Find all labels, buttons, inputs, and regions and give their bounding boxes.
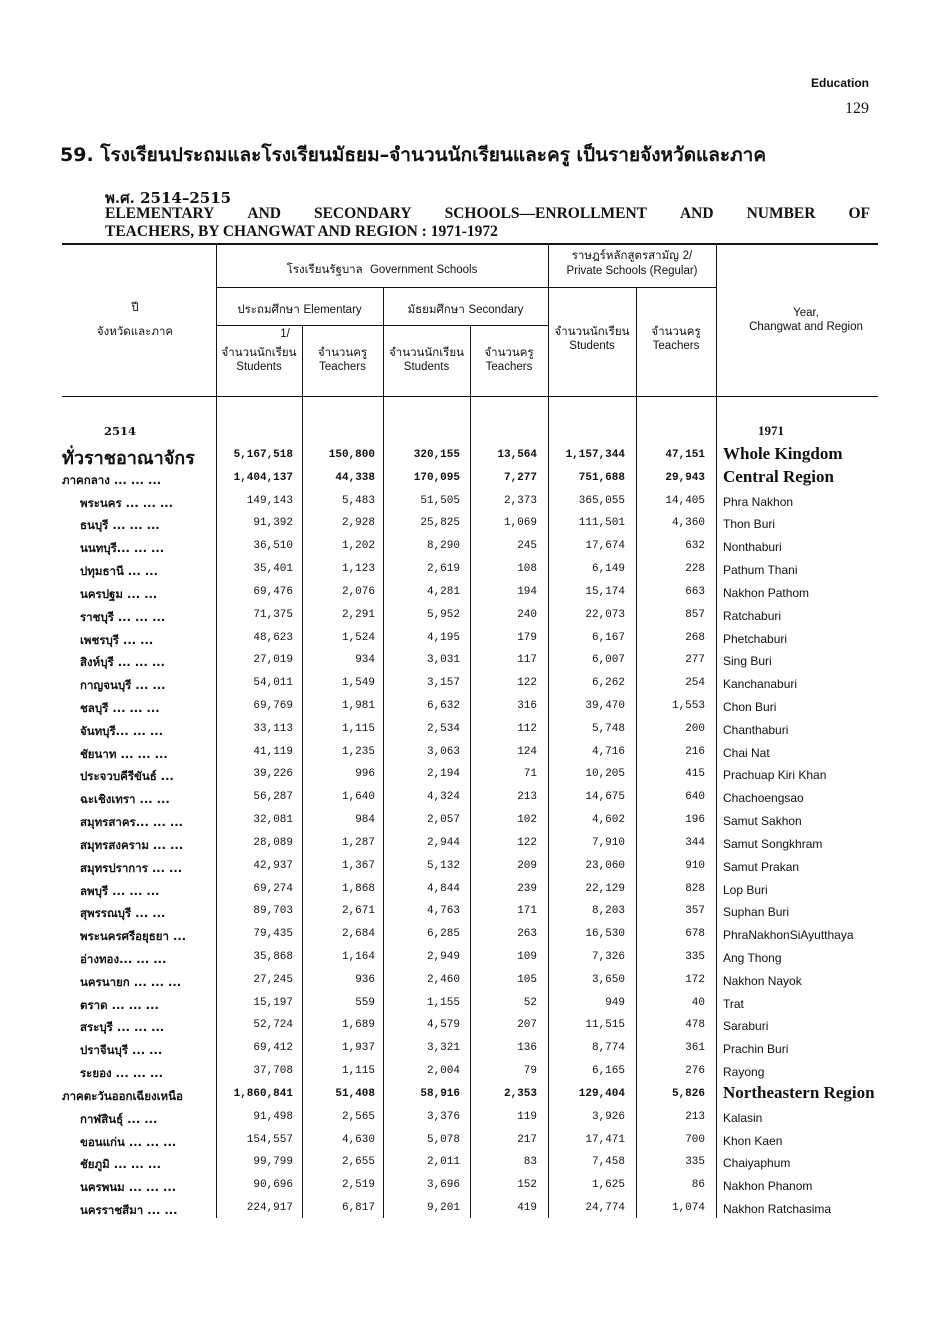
- row-changwat-thai: ตราด ... ... ...: [80, 998, 159, 1012]
- row-value: 1,553: [671, 700, 705, 712]
- row-value: 3,063: [426, 746, 460, 758]
- row-value: 14,405: [665, 495, 705, 507]
- row-value: 194: [517, 586, 537, 598]
- row-value: 9,201: [426, 1202, 460, 1214]
- row-changwat-thai: นครนายก ... ... ...: [80, 975, 182, 989]
- row-value: 35,401: [253, 563, 293, 575]
- header-right: Year, Changwat and Region: [749, 307, 863, 333]
- row-value: 316: [517, 700, 537, 712]
- row-value: 2,684: [341, 928, 375, 940]
- row-value: 277: [685, 654, 705, 666]
- row-value: 22,073: [585, 609, 625, 621]
- footnote-marker: 1/: [280, 328, 290, 340]
- row-value: 2,460: [426, 974, 460, 986]
- row-value: 216: [685, 746, 705, 758]
- row-value: 1,164: [341, 951, 375, 963]
- row-value: 108: [517, 563, 537, 575]
- row-changwat-en: Chai Nat: [723, 746, 770, 760]
- row-value: 320,155: [413, 449, 460, 461]
- row-value: 172: [685, 974, 705, 986]
- row-value: 1,202: [341, 540, 375, 552]
- row-changwat-en: Saraburi: [723, 1019, 769, 1033]
- row-value: 478: [685, 1019, 705, 1031]
- row-value: 1,123: [341, 563, 375, 575]
- row-changwat-en: Pathum Thani: [723, 563, 798, 577]
- row-value: 122: [517, 677, 537, 689]
- row-value: 2,928: [341, 517, 375, 529]
- row-value: 632: [685, 540, 705, 552]
- row-changwat-thai: ราชบุรี ... ... ...: [80, 610, 166, 624]
- row-changwat-thai: นครราชสีมา ... ...: [80, 1203, 178, 1217]
- header-secondary: มัธยมศึกษา Secondary: [407, 302, 524, 316]
- row-value: 700: [685, 1134, 705, 1146]
- row-value: 6,262: [591, 677, 625, 689]
- row-value: 1,155: [426, 997, 460, 1009]
- row-changwat-en: Prachuap Kiri Khan: [723, 768, 827, 782]
- row-value: 86: [691, 1179, 705, 1191]
- row-changwat-en: Ang Thong: [723, 951, 782, 965]
- row-value: 2,076: [341, 586, 375, 598]
- row-value: 149,143: [246, 495, 293, 507]
- row-value: 3,926: [591, 1111, 625, 1123]
- row-value: 1,640: [341, 791, 375, 803]
- row-value: 357: [685, 905, 705, 917]
- row-value: 365,055: [578, 495, 625, 507]
- row-value: 47,151: [665, 449, 705, 461]
- row-changwat-thai: สุพรรณบุรี ... ...: [80, 906, 166, 920]
- row-changwat-en: Northeastern Region: [723, 1083, 875, 1102]
- row-changwat-en: Nonthaburi: [723, 540, 782, 554]
- row-value: 102: [517, 814, 537, 826]
- row-value: 415: [685, 768, 705, 780]
- row-value: 1,367: [341, 860, 375, 872]
- row-changwat-thai: สมุทรสาคร... ... ...: [80, 815, 184, 829]
- row-changwat-en: Chon Buri: [723, 700, 777, 714]
- row-value: 1,157,344: [565, 449, 625, 461]
- row-value: 934: [355, 654, 375, 666]
- row-value: 6,167: [591, 632, 625, 644]
- row-changwat-en: Prachin Buri: [723, 1042, 789, 1056]
- row-value: 4,195: [426, 632, 460, 644]
- row-value: 71: [523, 768, 537, 780]
- header-students: จำนวนนักเรียน Students: [554, 324, 630, 352]
- row-value: 1,625: [591, 1179, 625, 1191]
- subgroup-rule: [216, 325, 548, 326]
- row-value: 254: [685, 677, 705, 689]
- header-changwat-thai: จังหวัดและภาค: [96, 324, 174, 338]
- row-changwat-en: Central Region: [723, 467, 834, 486]
- thai-years: พ.ศ. 2514–2515: [105, 189, 232, 207]
- row-value: 2,353: [503, 1088, 537, 1100]
- row-value: 105: [517, 974, 537, 986]
- row-changwat-en: Phetchaburi: [723, 632, 788, 646]
- row-changwat-thai: ขอนแก่น ... ... ...: [80, 1135, 177, 1149]
- row-value: 11,515: [585, 1019, 625, 1031]
- row-value: 129,404: [578, 1088, 625, 1100]
- row-value: 79: [523, 1065, 537, 1077]
- header-teachers: จำนวนครู Teachers: [651, 324, 701, 352]
- row-value: 361: [685, 1042, 705, 1054]
- row-value: 83: [523, 1156, 537, 1168]
- row-changwat-en: Nakhon Ratchasima: [723, 1202, 832, 1216]
- row-value: 23,060: [585, 860, 625, 872]
- row-value: 14,675: [585, 791, 625, 803]
- row-value: 910: [685, 860, 705, 872]
- row-value: 2,671: [341, 905, 375, 917]
- row-value: 91,498: [253, 1111, 293, 1123]
- row-value: 71,375: [253, 609, 293, 621]
- header-elementary: ประถมศึกษา Elementary: [237, 302, 362, 316]
- row-value: 344: [685, 837, 705, 849]
- row-value: 17,674: [585, 540, 625, 552]
- row-changwat-en: Samut Sakhon: [723, 814, 802, 828]
- row-value: 99,799: [253, 1156, 293, 1168]
- row-value: 209: [517, 860, 537, 872]
- thai-title: 59. โรงเรียนประถมและโรงเรียนมัธยม–จำนวนนักเรียนและครู เป็นรายจังหวัดและภาค: [60, 144, 767, 166]
- row-value: 224,917: [246, 1202, 293, 1214]
- row-value: 8,203: [591, 905, 625, 917]
- row-value: 419: [517, 1202, 537, 1214]
- row-value: 4,579: [426, 1019, 460, 1031]
- row-value: 196: [685, 814, 705, 826]
- row-value: 263: [517, 928, 537, 940]
- row-changwat-thai: ระยอง ... ... ...: [80, 1066, 163, 1080]
- row-value: 2,373: [503, 495, 537, 507]
- row-value: 52,724: [253, 1019, 293, 1031]
- row-value: 16,530: [585, 928, 625, 940]
- year-en: 1971: [758, 423, 784, 438]
- row-changwat-en: Nakhon Nayok: [723, 974, 802, 988]
- row-value: 6,149: [591, 563, 625, 575]
- row-value: 2,534: [426, 723, 460, 735]
- row-changwat-en: Nakhon Phanom: [723, 1179, 813, 1193]
- english-title: [105, 205, 870, 241]
- row-value: 3,696: [426, 1179, 460, 1191]
- row-changwat-thai: ชัยนาท ... ... ...: [80, 747, 168, 761]
- row-value: 1,868: [341, 883, 375, 895]
- row-value: 213: [517, 791, 537, 803]
- year-thai: 2514: [104, 424, 137, 438]
- header-private: ราษฎร์หลักสูตรสามัญ 2/ Private Schools (Regular): [566, 248, 698, 277]
- row-value: 22,129: [585, 883, 625, 895]
- row-value: 3,321: [426, 1042, 460, 1054]
- header-government: โรงเรียนรัฐบาล Government Schools: [286, 262, 478, 276]
- row-value: 112: [517, 723, 537, 735]
- row-value: 335: [685, 1156, 705, 1168]
- row-changwat-thai: พระนครศรีอยุธยา ...: [80, 929, 187, 943]
- row-changwat-thai: สมุทรปราการ ... ...: [80, 861, 183, 875]
- row-value: 213: [685, 1111, 705, 1123]
- row-value: 200: [685, 723, 705, 735]
- row-value: 15,174: [585, 586, 625, 598]
- row-value: 39,470: [585, 700, 625, 712]
- row-value: 89,703: [253, 905, 293, 917]
- row-value: 44,338: [335, 472, 375, 484]
- row-value: 5,748: [591, 723, 625, 735]
- row-value: 35,868: [253, 951, 293, 963]
- row-value: 1,404,137: [233, 472, 293, 484]
- row-value: 15,197: [253, 997, 293, 1009]
- row-value: 4,360: [671, 517, 705, 529]
- row-value: 6,817: [341, 1202, 375, 1214]
- row-value: 4,324: [426, 791, 460, 803]
- row-changwat-en: Samut Songkhram: [723, 837, 823, 851]
- row-changwat-en: Ratchaburi: [723, 609, 782, 623]
- row-value: 4,281: [426, 586, 460, 598]
- row-changwat-thai: ภาคกลาง ... ... ...: [62, 473, 162, 487]
- row-value: 51,408: [335, 1088, 375, 1100]
- english-title-line2: TEACHERS, BY CHANGWAT AND REGION : 1971-1972: [105, 223, 498, 240]
- row-value: 171: [517, 905, 537, 917]
- row-value: 1,689: [341, 1019, 375, 1031]
- table-top-rule: [62, 243, 878, 245]
- row-value: 122: [517, 837, 537, 849]
- row-value: 6,165: [591, 1065, 625, 1077]
- row-value: 7,458: [591, 1156, 625, 1168]
- row-changwat-thai: สิงห์บุรี ... ... ...: [80, 655, 166, 669]
- row-value: 117: [517, 654, 537, 666]
- row-value: 5,483: [341, 495, 375, 507]
- row-value: 36,510: [253, 540, 293, 552]
- row-value: 28,089: [253, 837, 293, 849]
- row-changwat-thai: ลพบุรี ... ... ...: [80, 884, 160, 898]
- row-changwat-thai: ทั่วราชอาณาจักร: [62, 448, 195, 469]
- row-value: 32,081: [253, 814, 293, 826]
- row-changwat-thai: ปราจีนบุรี ... ...: [80, 1043, 163, 1057]
- row-value: 17,471: [585, 1134, 625, 1146]
- row-value: 109: [517, 951, 537, 963]
- row-value: 170,095: [413, 472, 460, 484]
- row-value: 857: [685, 609, 705, 621]
- row-value: 2,291: [341, 609, 375, 621]
- row-changwat-thai: เพชรบุรี ... ...: [80, 633, 154, 647]
- row-value: 949: [605, 997, 625, 1009]
- row-value: 119: [517, 1111, 537, 1123]
- row-changwat-en: Kalasin: [723, 1111, 763, 1125]
- row-value: 39,226: [253, 768, 293, 780]
- row-changwat-en: Chanthaburi: [723, 723, 789, 737]
- row-value: 1,235: [341, 746, 375, 758]
- row-changwat-en: Whole Kingdom: [723, 444, 843, 463]
- row-value: 2,565: [341, 1111, 375, 1123]
- section-label: Education: [810, 76, 869, 90]
- row-value: 25,825: [420, 517, 460, 529]
- row-value: 24,774: [585, 1202, 625, 1214]
- row-value: 150,800: [328, 449, 375, 461]
- row-value: 6,285: [426, 928, 460, 940]
- row-value: 1,937: [341, 1042, 375, 1054]
- row-value: 4,716: [591, 746, 625, 758]
- row-value: 217: [517, 1134, 537, 1146]
- row-value: 1,860,841: [233, 1088, 293, 1100]
- row-value: 8,774: [591, 1042, 625, 1054]
- row-value: 40: [691, 997, 705, 1009]
- row-value: 640: [685, 791, 705, 803]
- row-value: 663: [685, 586, 705, 598]
- row-value: 1,069: [503, 517, 537, 529]
- page-number: 129: [845, 100, 869, 117]
- row-changwat-thai: กาญจนบุรี ... ...: [80, 678, 166, 692]
- row-value: 996: [355, 768, 375, 780]
- row-value: 984: [355, 814, 375, 826]
- row-value: 7,277: [503, 472, 537, 484]
- row-value: 2,949: [426, 951, 460, 963]
- row-value: 4,630: [341, 1134, 375, 1146]
- row-value: 245: [517, 540, 537, 552]
- row-value: 29,943: [665, 472, 705, 484]
- row-changwat-thai: นนทบุรี... ... ...: [80, 541, 165, 555]
- row-changwat-thai: กาฬสินธุ์ ... ...: [80, 1112, 158, 1126]
- row-value: 69,769: [253, 700, 293, 712]
- row-value: 48,623: [253, 632, 293, 644]
- row-value: 3,157: [426, 677, 460, 689]
- row-changwat-thai: ฉะเชิงเทรา ... ...: [80, 792, 170, 806]
- row-value: 678: [685, 928, 705, 940]
- row-value: 1,115: [341, 1065, 375, 1077]
- header-students: จำนวนนักเรียน Students: [221, 345, 297, 373]
- row-value: 2,655: [341, 1156, 375, 1168]
- row-value: 27,245: [253, 974, 293, 986]
- group-rule: [216, 287, 716, 288]
- row-changwat-en: Thon Buri: [723, 517, 776, 531]
- row-value: 1,549: [341, 677, 375, 689]
- row-changwat-thai: พระนคร ... ... ...: [80, 496, 173, 510]
- row-changwat-en: PhraNakhonSiAyutthaya: [723, 928, 854, 942]
- row-value: 56,287: [253, 791, 293, 803]
- row-changwat-thai: นครปฐม ... ...: [80, 587, 158, 601]
- row-value: 4,602: [591, 814, 625, 826]
- row-value: 58,916: [420, 1088, 460, 1100]
- row-value: 6,007: [591, 654, 625, 666]
- row-changwat-en: Samut Prakan: [723, 860, 800, 874]
- row-value: 13,564: [497, 449, 537, 461]
- row-changwat-thai: ปทุมธานี ... ...: [80, 564, 159, 578]
- row-changwat-en: Chaiyaphum: [723, 1156, 791, 1170]
- row-value: 152: [517, 1179, 537, 1191]
- row-value: 936: [355, 974, 375, 986]
- row-value: 239: [517, 883, 537, 895]
- row-value: 27,019: [253, 654, 293, 666]
- row-value: 5,952: [426, 609, 460, 621]
- row-value: 91,392: [253, 517, 293, 529]
- row-changwat-en: Phra Nakhon: [723, 495, 794, 509]
- row-value: 3,650: [591, 974, 625, 986]
- row-value: 2,194: [426, 768, 460, 780]
- row-value: 268: [685, 632, 705, 644]
- row-value: 5,078: [426, 1134, 460, 1146]
- row-value: 828: [685, 883, 705, 895]
- row-value: 2,011: [426, 1156, 460, 1168]
- row-value: 335: [685, 951, 705, 963]
- header-students: จำนวนนักเรียน Students: [389, 345, 464, 373]
- row-changwat-en: Chachoengsao: [723, 791, 804, 805]
- row-changwat-en: Kanchanaburi: [723, 677, 798, 691]
- row-value: 10,205: [585, 768, 625, 780]
- row-value: 4,763: [426, 905, 460, 917]
- row-changwat-en: Trat: [723, 997, 744, 1011]
- row-changwat-thai: ชลบุรี ... ... ...: [80, 701, 160, 715]
- row-value: 124: [517, 746, 537, 758]
- row-value: 1,287: [341, 837, 375, 849]
- row-value: 7,910: [591, 837, 625, 849]
- row-changwat-thai: สมุทรสงคราม ... ...: [80, 838, 184, 852]
- row-value: 276: [685, 1065, 705, 1077]
- row-value: 8,290: [426, 540, 460, 552]
- row-value: 136: [517, 1042, 537, 1054]
- row-value: 37,708: [253, 1065, 293, 1077]
- row-changwat-thai: ประจวบคีรีขันธ์ ...: [80, 769, 174, 783]
- row-value: 4,844: [426, 883, 460, 895]
- row-value: 41,119: [253, 746, 293, 758]
- header-teachers: จำนวนครู Teachers: [484, 345, 534, 373]
- row-value: 7,326: [591, 951, 625, 963]
- english-title-line1: ELEMENTARY AND SECONDARY SCHOOLS—ENROLLMENT AND NUMBER OF: [105, 205, 870, 222]
- row-value: 2,057: [426, 814, 460, 826]
- row-value: 1,074: [671, 1202, 705, 1214]
- row-value: 559: [355, 997, 375, 1009]
- row-value: 3,376: [426, 1111, 460, 1123]
- row-value: 240: [517, 609, 537, 621]
- row-changwat-en: Suphan Buri: [723, 905, 790, 919]
- row-changwat-en: Nakhon Pathom: [723, 586, 810, 600]
- row-value: 54,011: [253, 677, 293, 689]
- row-value: 2,944: [426, 837, 460, 849]
- row-value: 79,435: [253, 928, 293, 940]
- row-value: 5,167,518: [233, 449, 293, 461]
- row-value: 751,688: [578, 472, 625, 484]
- row-value: 51,505: [420, 495, 460, 507]
- column-rule: [716, 245, 717, 1218]
- row-value: 52: [523, 997, 537, 1009]
- row-value: 5,132: [426, 860, 460, 872]
- header-teachers: จำนวนครู Teachers: [317, 345, 368, 373]
- row-changwat-en: Sing Buri: [723, 654, 772, 668]
- row-changwat-thai: อ่างทอง... ... ...: [80, 952, 167, 966]
- row-value: 228: [685, 563, 705, 575]
- row-changwat-thai: ภาคตะวันออกเฉียงเหนือ: [62, 1089, 183, 1103]
- row-value: 179: [517, 632, 537, 644]
- row-value: 33,113: [253, 723, 293, 735]
- row-value: 2,004: [426, 1065, 460, 1077]
- row-value: 90,696: [253, 1179, 293, 1191]
- row-changwat-thai: จันทบุรี... ... ...: [80, 724, 163, 738]
- row-value: 42,937: [253, 860, 293, 872]
- row-value: 3,031: [426, 654, 460, 666]
- row-value: 207: [517, 1019, 537, 1031]
- row-changwat-thai: ธนบุรี ... ... ...: [80, 518, 160, 532]
- row-value: 69,476: [253, 586, 293, 598]
- row-value: 69,412: [253, 1042, 293, 1054]
- row-changwat-en: Lop Buri: [723, 883, 768, 897]
- row-value: 1,981: [341, 700, 375, 712]
- header-year-thai: ปี: [131, 300, 139, 314]
- row-value: 5,826: [671, 1088, 705, 1100]
- row-value: 2,519: [341, 1179, 375, 1191]
- row-value: 111,501: [578, 517, 625, 529]
- row-value: 154,557: [246, 1134, 293, 1146]
- row-value: 1,115: [341, 723, 375, 735]
- row-changwat-en: Rayong: [723, 1065, 765, 1079]
- row-changwat-thai: ชัยภูมิ ... ... ...: [80, 1157, 162, 1171]
- row-changwat-thai: สระบุรี ... ... ...: [80, 1020, 165, 1034]
- row-value: 1,524: [341, 632, 375, 644]
- row-value: 6,632: [426, 700, 460, 712]
- row-value: 2,619: [426, 563, 460, 575]
- row-changwat-thai: นครพนม ... ... ...: [80, 1180, 177, 1194]
- row-changwat-en: Khon Kaen: [723, 1134, 783, 1148]
- row-value: 69,274: [253, 883, 293, 895]
